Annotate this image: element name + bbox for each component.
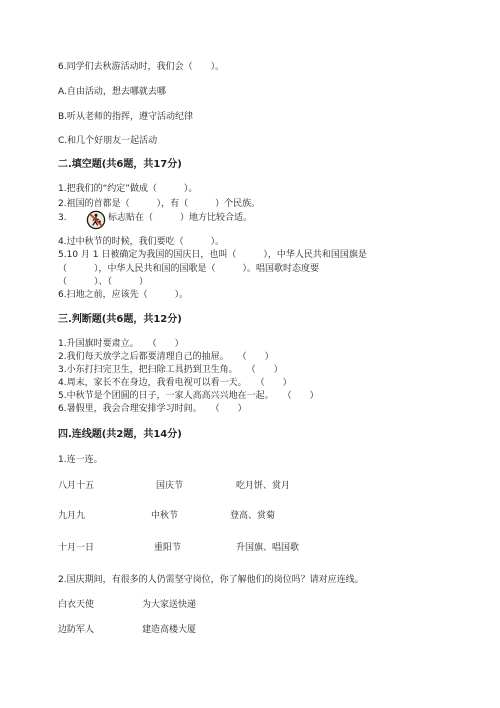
judge-question-2: 2.我们每天放学之后都要清理自己的抽屉。 （ ） xyxy=(58,352,274,362)
option-b: B.听从老师的指挥，遵守活动纪律 xyxy=(58,112,194,122)
section-heading-fill-blank: 二.填空题(共6题，共17分) xyxy=(58,159,182,170)
fill-question-3: 标志贴在（ ）地方比较合适。 xyxy=(108,213,253,223)
match-middle-2: 中秋节 xyxy=(151,511,179,521)
option-c: C.和几个好朋友一起活动 xyxy=(58,136,158,146)
section-heading-matching: 四.连线题(共2题，共14分) xyxy=(58,429,182,440)
fill-question-5-line-2: （ ），中华人民共和国的国歌是（ ）。唱国歌时态度要 xyxy=(58,264,320,274)
match-left-1: 八月十五 xyxy=(58,481,95,491)
fill-question-2: 2.祖国的首都是（ ），有（ ）个民族。 xyxy=(58,199,261,209)
judge-question-3: 3.小东打扫完卫生，把扫除工具扔到卫生角。 （ ） xyxy=(58,365,283,375)
match-left-3: 十月一日 xyxy=(58,543,95,553)
match-pair-right-2: 建造高楼大厦 xyxy=(142,625,197,635)
question-6: 6.同学们去秋游活动时，我们会（ ）。 xyxy=(58,62,225,72)
judge-question-1: 1.升国旗时要肃立。 （ ） xyxy=(58,339,184,349)
match-left-2: 九月九 xyxy=(58,511,86,521)
match-question-2: 2.国庆期间，有很多的人仍需坚守岗位，你了解他们的岗位吗？请对应连线。 xyxy=(58,575,364,585)
option-a: A.自由活动，想去哪就去哪 xyxy=(58,87,166,97)
fill-question-6: 6.扫地之前，应该先（ ）。 xyxy=(58,290,189,300)
match-pair-left-1: 白衣天使 xyxy=(58,600,95,610)
no-littering-sign-icon xyxy=(86,210,106,230)
fill-question-5-line-3: （ ）、（ ） xyxy=(58,277,149,287)
match-right-1: 吃月饼、赏月 xyxy=(236,481,291,491)
match-right-3: 升国旗、唱国歌 xyxy=(236,543,300,553)
judge-question-5: 5.中秋节是个团圆的日子，一家人高高兴兴地在一起。 （ ） xyxy=(58,391,319,401)
judge-question-4: 4.周末，家长不在身边，我看电视可以看一天。 （ ） xyxy=(58,378,292,388)
section-heading-true-false: 三.判断题(共6题，共12分) xyxy=(58,314,182,325)
match-question-1: 1.连一连。 xyxy=(58,455,103,465)
match-middle-1: 国庆节 xyxy=(156,481,184,491)
match-pair-right-1: 为大家送快递 xyxy=(142,600,197,610)
judge-question-6: 6.暑假里，我会合理安排学习时间。 （ ） xyxy=(58,404,247,414)
match-pair-left-2: 边防军人 xyxy=(58,625,95,635)
fill-question-4: 4.过中秋节的时候，我们要吃（ ）。 xyxy=(58,237,225,247)
match-right-2: 登高、赏菊 xyxy=(230,511,276,521)
fill-question-1: 1.把我们的“约定”做成（ ）。 xyxy=(58,184,198,194)
fill-question-3-number: 3. xyxy=(58,213,67,223)
fill-question-5-line-1: 5.10 月 1 日被确定为我国的国庆日，也叫（ ），中华人民共和国国旗是 xyxy=(58,250,367,260)
match-middle-3: 重阳节 xyxy=(154,543,182,553)
